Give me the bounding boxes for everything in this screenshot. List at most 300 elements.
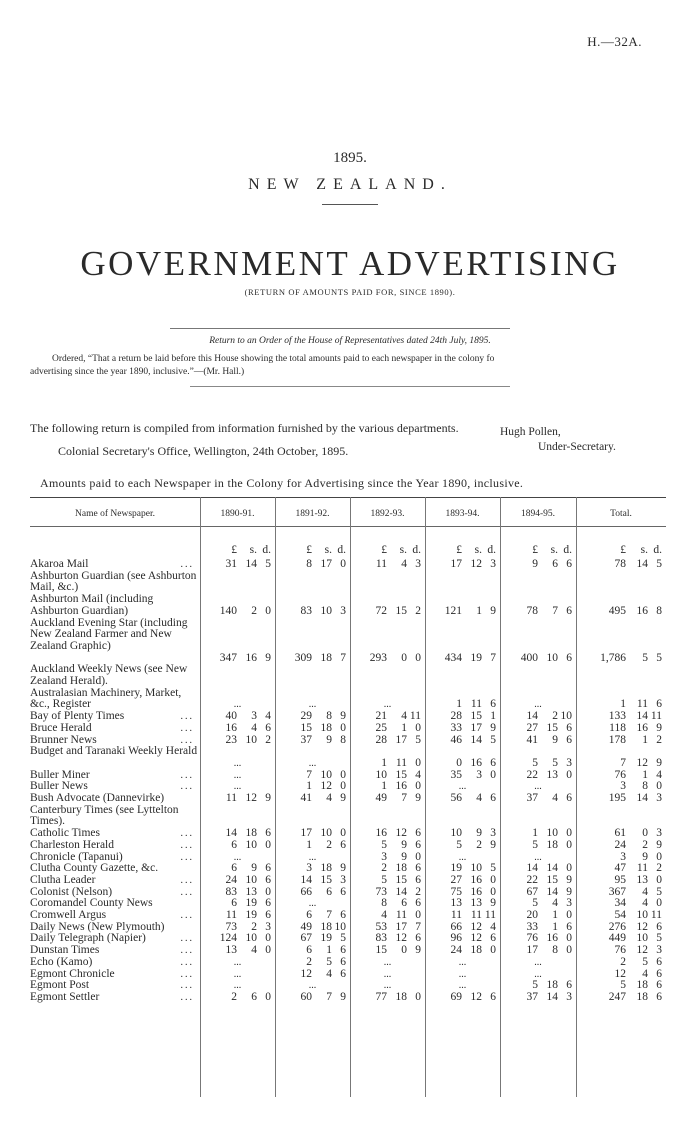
pence-value: 6 (490, 990, 496, 1003)
dot-leader: ... (180, 956, 194, 968)
amount-cell (355, 910, 421, 922)
amount-cell (355, 992, 421, 1004)
shillings-value: 12 (320, 780, 332, 793)
order-text-line: Ordered, “That a return be laid before this House showing the total amounts paid to each newspaper in the colony fo (52, 354, 495, 364)
pence-value: 0 (415, 990, 421, 1003)
pounds-value: 1 (381, 756, 387, 769)
order-text-line: advertising since the year 1890, inclusive.”—(Mr. Hall.) (30, 367, 245, 377)
shillings-value: 1 (642, 733, 648, 746)
pounds-value: 60 (300, 990, 312, 1003)
shillings-value: 6 (251, 990, 257, 1003)
shillings-value: 10 (245, 873, 257, 886)
pence-value: 9 (340, 710, 346, 723)
shillings-value: 3 (476, 768, 482, 781)
shillings-value: 11 (395, 756, 407, 769)
shillings-value: 9 (401, 850, 407, 863)
pence-value: 3 (566, 756, 572, 769)
shillings-value: 3 (251, 710, 257, 723)
pence-value: 11 (650, 710, 662, 723)
pence-value: 6 (566, 979, 572, 992)
pence-value: 0 (265, 604, 271, 617)
shillings-value: 18 (636, 979, 648, 992)
pounds-value: 69 (450, 990, 462, 1003)
pence-value: 0 (265, 990, 271, 1003)
amount-cell (205, 559, 271, 571)
pence-value: 6 (265, 827, 271, 840)
pence-value: 6 (490, 756, 496, 769)
shillings-value: 18 (320, 651, 332, 664)
shillings-value: 4 (401, 558, 407, 570)
pounds-value: 12 (614, 967, 626, 980)
pence-value: 8 (656, 604, 662, 617)
pence-value: 6 (415, 862, 421, 875)
shillings-value: 4 (552, 792, 558, 804)
pounds-value: 449 (608, 932, 626, 945)
amount-cell (430, 828, 496, 840)
shillings-value: 7 (326, 909, 332, 921)
newspaper-name-text: Charleston Herald (30, 838, 114, 851)
shillings-value: 9 (476, 827, 482, 840)
shillings-value: 16 (546, 932, 558, 945)
shillings-value: 18 (636, 990, 648, 1003)
pence-value: 11 (484, 909, 496, 921)
amount-cell (430, 723, 496, 735)
empty-amount: ... (383, 980, 392, 992)
amount-cell (506, 828, 572, 840)
pence-value: 6 (656, 920, 662, 933)
empty-amount: ... (534, 699, 542, 711)
dot-leader: ... (180, 945, 194, 957)
pounds-value: 5 (532, 979, 538, 992)
pence-value: 6 (415, 838, 421, 851)
newspaper-name-text: Brunner News (30, 733, 97, 746)
shillings-value: 11 (636, 862, 648, 875)
shillings-value: 2 (326, 838, 332, 851)
shillings-value: 10 (470, 862, 482, 875)
amount-cell (205, 828, 271, 840)
shillings-value: 2 (251, 920, 257, 933)
amount-cell (355, 852, 421, 864)
newspaper-name-text: Australasian Machinery, Market, &c., Register (30, 686, 182, 711)
currency-units (586, 545, 662, 557)
shillings-value: 14 (245, 558, 257, 570)
dot-leader: ... (180, 980, 194, 992)
intro-text: The following return is compiled from information furnished by the various departments. (30, 421, 459, 435)
shillings-value: s. (474, 544, 482, 556)
shillings-value: 5 (642, 955, 648, 968)
amount-cell (355, 559, 421, 571)
pounds-value: 11 (225, 909, 237, 921)
pence-value: 6 (566, 651, 572, 664)
table-caption: Amounts paid to each Newspaper in the Colony for Advertising since the Year 1890, inclusive. (40, 476, 524, 490)
pounds-value: 29 (300, 710, 312, 723)
shillings-value: 16 (636, 604, 648, 617)
amount-cell (430, 653, 496, 665)
shillings-value: 18 (546, 838, 558, 851)
pounds-value: 15 (375, 944, 387, 957)
pounds-value: 12 (300, 967, 312, 980)
pence-value: 6 (566, 604, 572, 617)
shillings-value: 8 (326, 710, 332, 723)
amount-cell (280, 770, 346, 782)
shillings-value: 9 (326, 733, 332, 746)
dot-leader: ... (180, 711, 194, 723)
shillings-value: 11 (470, 698, 482, 711)
pence-value: 3 (656, 792, 662, 804)
shillings-value: 17 (320, 558, 332, 570)
amount-cell (430, 933, 496, 945)
pounds-value: £ (620, 544, 626, 556)
dot-leader: ... (180, 886, 194, 898)
pence-value: 5 (340, 932, 346, 945)
divider-rule (170, 328, 510, 329)
amount-cell (205, 922, 271, 934)
shillings-value: 6 (326, 885, 332, 898)
pence-value: 7 (415, 920, 421, 933)
pence-value: 5 (265, 558, 271, 570)
pounds-value: 19 (450, 862, 462, 875)
amount-cell (506, 735, 572, 747)
newspaper-name (30, 805, 200, 828)
pence-value: 6 (415, 932, 421, 945)
amount-cell (355, 863, 421, 875)
pence-value: 7 (340, 651, 346, 664)
pounds-value: 10 (450, 827, 462, 840)
pence-value: 9 (656, 721, 662, 734)
pence-value: 4 (265, 710, 271, 723)
amount-cell (280, 606, 346, 618)
pence-value: d. (262, 544, 271, 556)
pounds-value: 31 (225, 558, 237, 570)
pounds-value: 6 (231, 862, 237, 875)
pounds-value: £ (381, 544, 387, 556)
pence-value: 4 (490, 920, 496, 933)
page-reference: H.—32A. (587, 34, 642, 49)
newspaper-name-text: Buller Miner (30, 768, 90, 781)
shillings-value: 9 (401, 838, 407, 851)
amount-cell (280, 992, 346, 1004)
amount-cell (586, 723, 662, 735)
pence-value: 9 (566, 873, 572, 886)
pence-value: 5 (656, 558, 662, 570)
amount-cell (506, 723, 572, 735)
newspaper-name-text: Coromandel County News (30, 897, 153, 910)
shillings-value: 1 (326, 944, 332, 957)
pence-value: 0 (265, 944, 271, 957)
shillings-value: 16 (470, 885, 482, 898)
pounds-value: £ (532, 544, 538, 556)
pence-value: 8 (340, 733, 346, 746)
pounds-value: 309 (294, 651, 312, 664)
pounds-value: 35 (450, 768, 462, 781)
shillings-value: 10 (320, 827, 332, 840)
shillings-value: 12 (395, 932, 407, 945)
amount-cell (506, 945, 572, 957)
pounds-value: 76 (614, 944, 626, 957)
amount-cell (355, 770, 421, 782)
pence-value: 6 (415, 873, 421, 886)
dot-leader: ... (180, 991, 194, 1003)
empty-amount: ... (383, 956, 392, 968)
amount-cell (586, 606, 662, 618)
pence-value: 5 (656, 885, 662, 898)
column-rule (350, 497, 351, 1097)
pence-value: 6 (415, 897, 421, 910)
shillings-value: 4 (642, 897, 648, 910)
amount-cell (430, 699, 496, 711)
amount-cell (355, 840, 421, 852)
shillings-value: 10 (245, 838, 257, 851)
divider-rule (322, 204, 378, 205)
pence-value: 11 (650, 909, 662, 921)
pence-value: 6 (566, 920, 572, 933)
pounds-value: 22 (526, 768, 538, 781)
empty-amount: ... (534, 956, 542, 968)
pounds-value: 49 (375, 792, 387, 804)
shillings-value: 15 (470, 710, 482, 723)
pounds-value: 41 (526, 733, 538, 746)
pounds-value: 9 (532, 558, 538, 570)
newspaper-name-text: Akaroa Mail (30, 558, 89, 570)
shillings-value: 8 (552, 944, 558, 957)
amount-cell (430, 875, 496, 887)
amount-cell (430, 840, 496, 852)
currency-units (506, 545, 572, 557)
pounds-value: 276 (608, 920, 626, 933)
shillings-value: 17 (395, 920, 407, 933)
pence-value: 0 (490, 768, 496, 781)
amount-cell (280, 828, 346, 840)
pounds-value: 11 (375, 558, 387, 570)
pence-value: 0 (566, 768, 572, 781)
amount-cell (430, 910, 496, 922)
pounds-value: 2 (231, 990, 237, 1003)
pence-value: 6 (340, 838, 346, 851)
order-reference: Return to an Order of the House of Representatives dated 24th July, 1895. (209, 336, 491, 346)
empty-amount: ... (383, 968, 392, 980)
currency-units (430, 545, 496, 557)
pounds-value: 347 (219, 651, 237, 664)
amount-cell (586, 910, 662, 922)
empty-amount: ... (383, 699, 392, 711)
pounds-value: 8 (381, 897, 387, 910)
pounds-value: 17 (450, 558, 462, 570)
amount-cell (280, 723, 346, 735)
amount-cell (430, 863, 496, 875)
pounds-value: 16 (225, 721, 237, 734)
newspaper-name-text: Canterbury Times (see Lyttelton Times). (30, 803, 179, 828)
amount-cell (506, 758, 572, 770)
pounds-value: £ (456, 544, 462, 556)
shillings-value: 18 (320, 920, 332, 933)
shillings-value: 4 (476, 792, 482, 804)
pence-value: 0 (566, 862, 572, 875)
amount-cell (205, 910, 271, 922)
pounds-value: 25 (375, 721, 387, 734)
amount-cell (205, 992, 271, 1004)
pounds-value: 1 (620, 698, 626, 711)
column-header: 1891-92. (295, 509, 330, 519)
amount-cell (280, 559, 346, 571)
empty-amount: ... (458, 781, 467, 793)
amount-cell (430, 945, 496, 957)
country-heading: NEW ZEALAND. (248, 176, 452, 193)
dot-leader: ... (180, 910, 194, 921)
pounds-value: 37 (526, 792, 538, 804)
pounds-value: 33 (526, 920, 538, 933)
pounds-value: 27 (450, 873, 462, 886)
shillings-value: 4 (251, 721, 257, 734)
pence-value: 6 (265, 873, 271, 886)
shillings-value: 2 (552, 710, 558, 723)
pence-value: 6 (265, 862, 271, 875)
amount-cell (280, 711, 346, 723)
pence-value: 0 (566, 838, 572, 851)
pence-value: 0 (415, 651, 421, 664)
newspaper-name (30, 618, 200, 665)
pounds-value: £ (231, 544, 237, 556)
shillings-value: 13 (636, 873, 648, 886)
amount-cell (506, 711, 572, 723)
shillings-value: 1 (552, 920, 558, 933)
pence-value: 9 (265, 651, 271, 664)
dot-leader: ... (180, 839, 194, 851)
pounds-value: 11 (450, 909, 462, 921)
pounds-value: 7 (306, 768, 312, 781)
pence-value: d. (563, 544, 572, 556)
shillings-value: 17 (470, 721, 482, 734)
shillings-value: 17 (395, 733, 407, 746)
amount-cell (280, 957, 346, 969)
pounds-value: 6 (231, 897, 237, 910)
pounds-value: 434 (444, 651, 462, 664)
pounds-value: 96 (450, 932, 462, 945)
pounds-value: 46 (450, 733, 462, 746)
pence-value: 0 (490, 944, 496, 957)
pounds-value: 13 (225, 944, 237, 957)
pence-value: 0 (656, 780, 662, 793)
pounds-value: 293 (369, 651, 387, 664)
amount-cell (355, 898, 421, 910)
pounds-value: 76 (614, 768, 626, 781)
pence-value: 6 (566, 721, 572, 734)
newspaper-name-text: Egmont Post (30, 979, 90, 992)
shillings-value: 15 (395, 768, 407, 781)
amount-cell (506, 840, 572, 852)
shillings-value: 7 (552, 604, 558, 617)
shillings-value: 6 (401, 897, 407, 910)
shillings-value: 10 (245, 932, 257, 945)
shillings-value: 10 (546, 651, 558, 664)
shillings-value: 4 (642, 885, 648, 898)
pence-value: 6 (340, 955, 346, 968)
shillings-value: 5 (552, 756, 558, 769)
empty-amount: ... (233, 769, 242, 781)
shillings-value: s. (249, 544, 257, 556)
amount-cell (280, 969, 346, 981)
pounds-value: 5 (532, 756, 538, 769)
newspaper-name-text: Daily News (New Plymouth) (30, 920, 165, 933)
amount-cell (205, 945, 271, 957)
pounds-value: 83 (300, 604, 312, 617)
pounds-value: 54 (614, 909, 626, 921)
shillings-value: 14 (636, 792, 648, 804)
pounds-value: 400 (520, 651, 538, 664)
empty-amount: ... (534, 851, 542, 863)
pence-value: 6 (265, 909, 271, 921)
signatory-name: Hugh Pollen, (500, 426, 561, 438)
amount-cell (355, 945, 421, 957)
empty-amount: ... (308, 898, 317, 910)
amount-cell (355, 735, 421, 747)
pence-value: 0 (566, 932, 572, 945)
shillings-value: 5 (642, 651, 648, 664)
pence-value: d. (337, 544, 346, 556)
pounds-value: 5 (532, 897, 538, 910)
shillings-value: 19 (470, 651, 482, 664)
empty-amount: ... (308, 851, 317, 863)
column-header: Total. (610, 509, 632, 519)
amount-cell (430, 559, 496, 571)
shillings-value: 4 (642, 967, 648, 980)
amount-cell (430, 711, 496, 723)
pounds-value: 121 (444, 604, 462, 617)
shillings-value: 9 (642, 850, 648, 863)
newspaper-name-text: Ashburton Mail (including Ashburton Guardian) (30, 593, 154, 617)
amount-cell (506, 559, 572, 571)
shillings-value: 18 (470, 944, 482, 957)
pounds-value: 367 (608, 885, 626, 898)
dot-leader: ... (180, 968, 194, 980)
pence-value: 6 (656, 698, 662, 711)
amount-cell (430, 770, 496, 782)
pence-value: 1 (490, 710, 496, 723)
dot-leader: ... (180, 734, 194, 746)
currency-units (280, 545, 346, 557)
column-rule (576, 497, 577, 1097)
shillings-value: 4 (552, 897, 558, 910)
pounds-value: 34 (614, 897, 626, 910)
shillings-value: 1 (552, 909, 558, 921)
pounds-value: £ (306, 544, 312, 556)
signatory-title: Under-Secretary. (538, 441, 616, 453)
shillings-value: 18 (320, 862, 332, 875)
amount-cell (205, 840, 271, 852)
pence-value: 5 (415, 733, 421, 746)
pence-value: 5 (490, 733, 496, 746)
pence-value: 2 (415, 885, 421, 898)
shillings-value: s. (640, 544, 648, 556)
shillings-value: 0 (642, 827, 648, 840)
document-subtitle: (RETURN OF AMOUNTS PAID FOR, SINCE 1890). (244, 287, 456, 297)
pounds-value: 33 (450, 721, 462, 734)
pence-value: 6 (490, 792, 496, 804)
shillings-value: 1 (401, 721, 407, 734)
pence-value: 3 (340, 873, 346, 886)
newspaper-name (30, 688, 200, 711)
pounds-value: 66 (450, 920, 462, 933)
pounds-value: 11 (225, 792, 237, 804)
dot-leader: ... (180, 933, 194, 945)
amount-cell (506, 875, 572, 887)
newspaper-name-text: Colonist (Nelson) (30, 885, 113, 898)
pounds-value: 0 (456, 756, 462, 769)
shillings-value: 5 (326, 955, 332, 968)
pence-value: 3 (656, 944, 662, 957)
newspaper-name-text: Bruce Herald (30, 721, 92, 734)
pounds-value: 3 (306, 862, 312, 875)
shillings-value: 14 (546, 862, 558, 875)
